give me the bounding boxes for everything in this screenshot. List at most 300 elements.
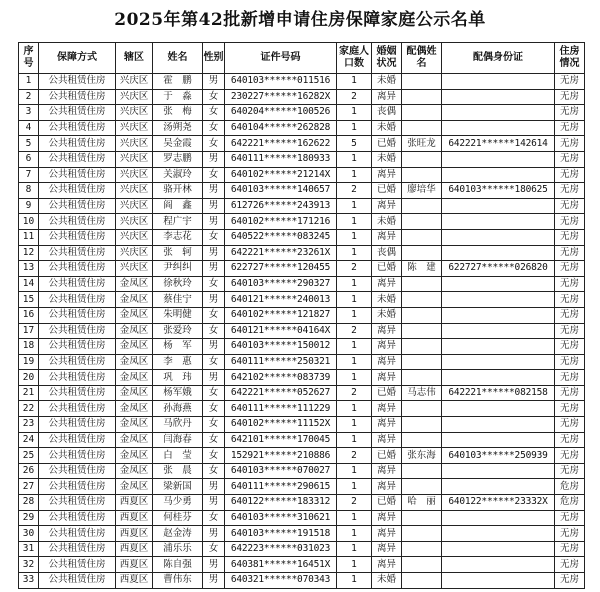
table-row: [19, 479, 585, 495]
cell-spouse-id: [442, 89, 555, 105]
cell-housing-status: 无房: [555, 510, 585, 526]
cell-gender: 女: [203, 432, 225, 448]
cell-seq: 32: [19, 557, 39, 573]
header-gender: 性别: [203, 43, 225, 74]
cell-name: 罗志鹏: [153, 151, 203, 167]
cell-seq: 25: [19, 448, 39, 464]
cell-seq: 13: [19, 261, 39, 277]
table-row: [19, 557, 585, 573]
cell-marital-status: 离异: [372, 229, 402, 245]
cell-housing-status: 无房: [555, 354, 585, 370]
cell-spouse-id: 640103******250939: [442, 448, 555, 464]
cell-seq: 3: [19, 105, 39, 121]
cell-spouse-id: [442, 198, 555, 214]
table-row: [19, 495, 585, 511]
cell-type: 公共租赁住房: [39, 526, 116, 542]
cell-housing-status: 无房: [555, 214, 585, 230]
cell-spouse-id: [442, 307, 555, 323]
cell-district: 兴庆区: [116, 261, 153, 277]
cell-district: 金凤区: [116, 354, 153, 370]
cell-id-number: 640121******240013: [225, 292, 337, 308]
table-row: [19, 198, 585, 214]
cell-spouse-name: [402, 463, 442, 479]
cell-spouse-id: [442, 354, 555, 370]
cell-district: 西夏区: [116, 573, 153, 589]
table-row: [19, 183, 585, 199]
cell-marital-status: 未婚: [372, 120, 402, 136]
cell-gender: 男: [203, 370, 225, 386]
header-name: 姓名: [153, 43, 203, 74]
cell-gender: 男: [203, 339, 225, 355]
cell-gender: 女: [203, 307, 225, 323]
cell-id-number: 622727******120455: [225, 261, 337, 277]
cell-marital-status: 离异: [372, 323, 402, 339]
cell-gender: 女: [203, 385, 225, 401]
cell-spouse-id: [442, 292, 555, 308]
cell-household-size: 1: [337, 417, 372, 433]
cell-marital-status: 未婚: [372, 307, 402, 323]
table-row: [19, 214, 585, 230]
cell-marital-status: 离异: [372, 89, 402, 105]
cell-household-size: 1: [337, 510, 372, 526]
cell-spouse-name: [402, 573, 442, 589]
cell-gender: 男: [203, 479, 225, 495]
cell-type: 公共租赁住房: [39, 323, 116, 339]
cell-id-number: 640321******070343: [225, 573, 337, 589]
cell-housing-status: 无房: [555, 417, 585, 433]
cell-district: 金凤区: [116, 479, 153, 495]
cell-id-number: 642101******170045: [225, 432, 337, 448]
table-row: [19, 339, 585, 355]
cell-marital-status: 离异: [372, 417, 402, 433]
cell-district: 兴庆区: [116, 74, 153, 90]
document-title: 2025年第42批新增申请住房保障家庭公示名单: [114, 10, 486, 30]
cell-spouse-id: [442, 214, 555, 230]
header-housing-status: 住房情况: [555, 43, 585, 74]
cell-seq: 22: [19, 401, 39, 417]
cell-seq: 16: [19, 307, 39, 323]
cell-type: 公共租赁住房: [39, 541, 116, 557]
cell-spouse-name: [402, 401, 442, 417]
cell-district: 金凤区: [116, 370, 153, 386]
cell-name: 朱明健: [153, 307, 203, 323]
cell-id-number: 642221******052627: [225, 385, 337, 401]
cell-type: 公共租赁住房: [39, 385, 116, 401]
table-row: [19, 401, 585, 417]
cell-name: 梁新国: [153, 479, 203, 495]
cell-household-size: 1: [337, 557, 372, 573]
cell-type: 公共租赁住房: [39, 495, 116, 511]
table-row: [19, 307, 585, 323]
cell-name: 浦乐乐: [153, 541, 203, 557]
cell-type: 公共租赁住房: [39, 120, 116, 136]
cell-seq: 10: [19, 214, 39, 230]
cell-seq: 31: [19, 541, 39, 557]
cell-type: 公共租赁住房: [39, 370, 116, 386]
table-row: [19, 74, 585, 90]
cell-spouse-name: [402, 479, 442, 495]
cell-seq: 20: [19, 370, 39, 386]
cell-seq: 9: [19, 198, 39, 214]
cell-household-size: 2: [337, 183, 372, 199]
table-row: [19, 292, 585, 308]
cell-household-size: 2: [337, 89, 372, 105]
cell-gender: 男: [203, 214, 225, 230]
cell-seq: 12: [19, 245, 39, 261]
cell-gender: 男: [203, 292, 225, 308]
cell-spouse-id: [442, 417, 555, 433]
cell-spouse-id: [442, 339, 555, 355]
cell-spouse-id: [442, 276, 555, 292]
cell-gender: 女: [203, 510, 225, 526]
cell-household-size: 1: [337, 105, 372, 121]
cell-district: 金凤区: [116, 339, 153, 355]
cell-id-number: 640103******070027: [225, 463, 337, 479]
cell-marital-status: 未婚: [372, 74, 402, 90]
cell-gender: 男: [203, 261, 225, 277]
table-row: [19, 526, 585, 542]
cell-district: 兴庆区: [116, 105, 153, 121]
cell-type: 公共租赁住房: [39, 151, 116, 167]
header-type: 保障方式: [39, 43, 116, 74]
cell-id-number: 640204******100526: [225, 105, 337, 121]
cell-spouse-id: 622727******026820: [442, 261, 555, 277]
cell-housing-status: 无房: [555, 401, 585, 417]
table-row: [19, 448, 585, 464]
cell-spouse-name: [402, 151, 442, 167]
cell-seq: 26: [19, 463, 39, 479]
cell-household-size: 1: [337, 479, 372, 495]
cell-name: 吴金霞: [153, 136, 203, 152]
cell-spouse-name: [402, 510, 442, 526]
cell-marital-status: 离异: [372, 557, 402, 573]
cell-spouse-id: 640103******180625: [442, 183, 555, 199]
cell-gender: 女: [203, 229, 225, 245]
cell-gender: 女: [203, 136, 225, 152]
cell-gender: 女: [203, 167, 225, 183]
cell-spouse-name: 哈 丽: [402, 495, 442, 511]
cell-seq: 28: [19, 495, 39, 511]
cell-district: 金凤区: [116, 448, 153, 464]
cell-spouse-id: [442, 370, 555, 386]
cell-spouse-id: [442, 245, 555, 261]
cell-marital-status: 丧偶: [372, 245, 402, 261]
cell-district: 金凤区: [116, 401, 153, 417]
cell-id-number: 642221******23261X: [225, 245, 337, 261]
cell-spouse-id: [442, 557, 555, 573]
cell-marital-status: 离异: [372, 432, 402, 448]
cell-marital-status: 未婚: [372, 214, 402, 230]
cell-id-number: 640104******262828: [225, 120, 337, 136]
cell-name: 李 惠: [153, 354, 203, 370]
table-header-row: [19, 43, 585, 74]
cell-housing-status: 无房: [555, 229, 585, 245]
cell-district: 西夏区: [116, 495, 153, 511]
cell-name: 汤朔尧: [153, 120, 203, 136]
cell-id-number: 640122******183312: [225, 495, 337, 511]
cell-seq: 21: [19, 385, 39, 401]
cell-gender: 男: [203, 198, 225, 214]
cell-spouse-name: 张东海: [402, 448, 442, 464]
cell-id-number: 642223******031023: [225, 541, 337, 557]
table-row: [19, 370, 585, 386]
cell-id-number: 640381******16451X: [225, 557, 337, 573]
cell-seq: 11: [19, 229, 39, 245]
cell-housing-status: 无房: [555, 323, 585, 339]
cell-type: 公共租赁住房: [39, 292, 116, 308]
cell-district: 兴庆区: [116, 136, 153, 152]
table-row: [19, 573, 585, 589]
cell-type: 公共租赁住房: [39, 417, 116, 433]
cell-seq: 5: [19, 136, 39, 152]
cell-type: 公共租赁住房: [39, 432, 116, 448]
cell-gender: 男: [203, 573, 225, 589]
cell-housing-status: 无房: [555, 183, 585, 199]
cell-spouse-name: [402, 214, 442, 230]
cell-spouse-name: [402, 229, 442, 245]
cell-id-number: 640103******290327: [225, 276, 337, 292]
cell-seq: 24: [19, 432, 39, 448]
cell-housing-status: 危房: [555, 479, 585, 495]
cell-household-size: 2: [337, 323, 372, 339]
cell-type: 公共租赁住房: [39, 167, 116, 183]
cell-spouse-name: [402, 339, 442, 355]
cell-gender: 男: [203, 183, 225, 199]
cell-id-number: 640111******290615: [225, 479, 337, 495]
cell-id-number: 640111******180933: [225, 151, 337, 167]
cell-id-number: 640103******011516: [225, 74, 337, 90]
cell-housing-status: 无房: [555, 276, 585, 292]
cell-marital-status: 未婚: [372, 151, 402, 167]
cell-id-number: 642102******083739: [225, 370, 337, 386]
table-row: [19, 105, 585, 121]
cell-district: 金凤区: [116, 276, 153, 292]
cell-spouse-name: [402, 557, 442, 573]
cell-spouse-id: [442, 151, 555, 167]
table-row: [19, 261, 585, 277]
cell-household-size: 1: [337, 151, 372, 167]
cell-name: 孙海燕: [153, 401, 203, 417]
cell-gender: 男: [203, 557, 225, 573]
cell-type: 公共租赁住房: [39, 479, 116, 495]
cell-household-size: 1: [337, 245, 372, 261]
cell-gender: 女: [203, 323, 225, 339]
cell-spouse-id: [442, 401, 555, 417]
cell-marital-status: 已婚: [372, 448, 402, 464]
table-row: [19, 245, 585, 261]
cell-id-number: 640121******04164X: [225, 323, 337, 339]
cell-district: 金凤区: [116, 417, 153, 433]
cell-district: 兴庆区: [116, 183, 153, 199]
cell-type: 公共租赁住房: [39, 245, 116, 261]
cell-marital-status: 离异: [372, 370, 402, 386]
cell-spouse-id: [442, 105, 555, 121]
cell-spouse-id: [442, 120, 555, 136]
cell-gender: 女: [203, 463, 225, 479]
cell-gender: 女: [203, 354, 225, 370]
cell-district: 金凤区: [116, 323, 153, 339]
cell-district: 兴庆区: [116, 214, 153, 230]
cell-housing-status: 无房: [555, 74, 585, 90]
cell-name: 李志花: [153, 229, 203, 245]
cell-spouse-name: [402, 370, 442, 386]
cell-seq: 33: [19, 573, 39, 589]
cell-spouse-name: 张旺龙: [402, 136, 442, 152]
cell-type: 公共租赁住房: [39, 448, 116, 464]
cell-housing-status: 无房: [555, 557, 585, 573]
cell-name: 巩 玮: [153, 370, 203, 386]
cell-spouse-id: [442, 229, 555, 245]
cell-name: 马少勇: [153, 495, 203, 511]
cell-spouse-name: [402, 167, 442, 183]
table-row: [19, 120, 585, 136]
cell-id-number: 642221******162622: [225, 136, 337, 152]
cell-name: 陈自强: [153, 557, 203, 573]
cell-housing-status: 无房: [555, 167, 585, 183]
cell-spouse-name: [402, 354, 442, 370]
cell-spouse-name: [402, 323, 442, 339]
cell-district: 金凤区: [116, 307, 153, 323]
cell-name: 霍 鹏: [153, 74, 203, 90]
cell-marital-status: 离异: [372, 339, 402, 355]
cell-spouse-name: [402, 292, 442, 308]
table-row: [19, 136, 585, 152]
cell-name: 关淑玲: [153, 167, 203, 183]
cell-marital-status: 已婚: [372, 136, 402, 152]
table-row: [19, 151, 585, 167]
cell-seq: 2: [19, 89, 39, 105]
cell-name: 杨军娥: [153, 385, 203, 401]
table-row: [19, 417, 585, 433]
cell-spouse-name: 陈 建: [402, 261, 442, 277]
cell-housing-status: 无房: [555, 385, 585, 401]
cell-gender: 女: [203, 417, 225, 433]
cell-household-size: 1: [337, 74, 372, 90]
cell-housing-status: 无房: [555, 339, 585, 355]
header-id-number: 证件号码: [225, 43, 337, 74]
cell-household-size: 5: [337, 136, 372, 152]
cell-spouse-id: [442, 463, 555, 479]
cell-seq: 18: [19, 339, 39, 355]
cell-seq: 8: [19, 183, 39, 199]
header-seq: 序号: [19, 43, 39, 74]
cell-type: 公共租赁住房: [39, 89, 116, 105]
cell-household-size: 1: [337, 354, 372, 370]
cell-name: 马欣丹: [153, 417, 203, 433]
cell-spouse-name: [402, 105, 442, 121]
cell-housing-status: 无房: [555, 307, 585, 323]
cell-name: 何桂芬: [153, 510, 203, 526]
cell-marital-status: 离异: [372, 276, 402, 292]
cell-gender: 男: [203, 526, 225, 542]
cell-type: 公共租赁住房: [39, 463, 116, 479]
cell-name: 徐秋玲: [153, 276, 203, 292]
cell-marital-status: 离异: [372, 401, 402, 417]
cell-id-number: 640103******150012: [225, 339, 337, 355]
cell-household-size: 2: [337, 261, 372, 277]
cell-district: 兴庆区: [116, 120, 153, 136]
cell-spouse-name: [402, 526, 442, 542]
cell-marital-status: 离异: [372, 354, 402, 370]
cell-seq: 23: [19, 417, 39, 433]
cell-housing-status: 无房: [555, 573, 585, 589]
cell-id-number: 640103******310621: [225, 510, 337, 526]
cell-housing-status: 无房: [555, 432, 585, 448]
cell-housing-status: 无房: [555, 448, 585, 464]
table-row: [19, 510, 585, 526]
cell-spouse-id: [442, 573, 555, 589]
cell-housing-status: 无房: [555, 463, 585, 479]
cell-spouse-id: [442, 432, 555, 448]
cell-seq: 7: [19, 167, 39, 183]
cell-household-size: 1: [337, 167, 372, 183]
cell-spouse-id: [442, 541, 555, 557]
table-row: [19, 276, 585, 292]
cell-spouse-name: [402, 89, 442, 105]
cell-spouse-name: [402, 417, 442, 433]
cell-district: 西夏区: [116, 510, 153, 526]
cell-type: 公共租赁住房: [39, 261, 116, 277]
cell-seq: 4: [19, 120, 39, 136]
cell-spouse-name: [402, 541, 442, 557]
cell-household-size: 1: [337, 198, 372, 214]
cell-name: 张爱玲: [153, 323, 203, 339]
cell-gender: 女: [203, 120, 225, 136]
cell-id-number: 640111******250321: [225, 354, 337, 370]
cell-district: 西夏区: [116, 557, 153, 573]
cell-type: 公共租赁住房: [39, 557, 116, 573]
table-row: [19, 432, 585, 448]
cell-housing-status: 无房: [555, 89, 585, 105]
cell-household-size: 2: [337, 495, 372, 511]
cell-spouse-id: [442, 479, 555, 495]
cell-district: 金凤区: [116, 292, 153, 308]
cell-seq: 29: [19, 510, 39, 526]
cell-district: 兴庆区: [116, 167, 153, 183]
cell-type: 公共租赁住房: [39, 183, 116, 199]
cell-household-size: 1: [337, 573, 372, 589]
cell-marital-status: 丧偶: [372, 105, 402, 121]
cell-name: 赵金涛: [153, 526, 203, 542]
cell-housing-status: 无房: [555, 261, 585, 277]
header-district: 辖区: [116, 43, 153, 74]
cell-spouse-id: 642221******082158: [442, 385, 555, 401]
cell-seq: 14: [19, 276, 39, 292]
table-body: [19, 74, 585, 589]
cell-housing-status: 无房: [555, 541, 585, 557]
cell-spouse-id: [442, 74, 555, 90]
cell-spouse-id: 642221******142614: [442, 136, 555, 152]
cell-name: 曹伟东: [153, 573, 203, 589]
cell-type: 公共租赁住房: [39, 401, 116, 417]
cell-name: 张 晨: [153, 463, 203, 479]
cell-marital-status: 已婚: [372, 261, 402, 277]
cell-name: 杨 军: [153, 339, 203, 355]
cell-district: 兴庆区: [116, 198, 153, 214]
cell-district: 西夏区: [116, 541, 153, 557]
cell-spouse-name: 马志伟: [402, 385, 442, 401]
cell-housing-status: 无房: [555, 151, 585, 167]
table-row: [19, 229, 585, 245]
cell-marital-status: 未婚: [372, 292, 402, 308]
cell-housing-status: 无房: [555, 245, 585, 261]
header-marital-status: 婚姻状况: [372, 43, 402, 74]
cell-district: 金凤区: [116, 432, 153, 448]
cell-gender: 女: [203, 276, 225, 292]
cell-marital-status: 已婚: [372, 183, 402, 199]
cell-marital-status: 已婚: [372, 385, 402, 401]
cell-spouse-name: [402, 120, 442, 136]
